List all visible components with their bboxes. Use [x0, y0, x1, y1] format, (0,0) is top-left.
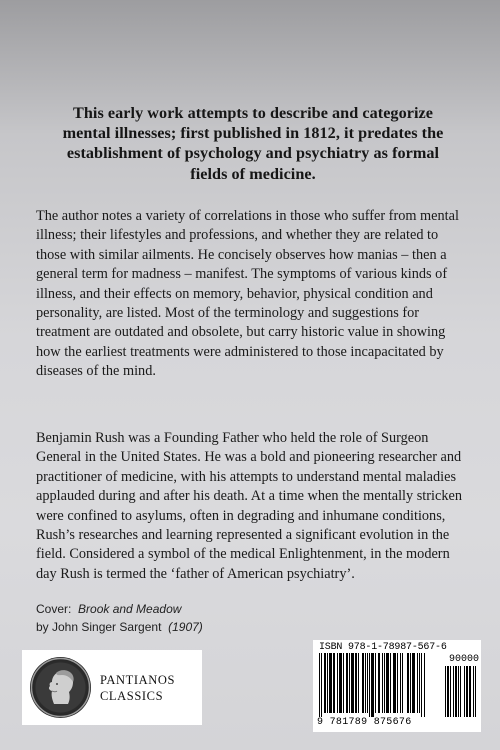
barcode-bar	[371, 653, 374, 717]
barcode-bar	[397, 653, 398, 713]
author-bio-paragraph: Benjamin Rush was a Founding Father who held the role of Surgeon General in the United States. He was a bold and pioneering researcher and practitioner of medicine, with his attempts to understand mental maladies applauded during and after his death. At a time when the mentally stricken were confined to asylums, often in degrading and inhumane conditions, Rush’s researches and learning represented a significant evolution in the field. Considered a symbol of the medical Enlightenment, in the modern day Rush is termed the ‘father of American psychiatry’.	[36, 430, 462, 582]
barcode-bar	[455, 666, 457, 717]
barcode-bar	[324, 653, 326, 713]
barcode-bar	[329, 653, 332, 713]
addon-barcode	[445, 666, 477, 717]
cover-credit	[36, 600, 203, 636]
barcode-bar	[450, 666, 451, 717]
barcode-bar	[475, 666, 476, 717]
barcode-bar	[384, 653, 385, 713]
classical-head-medallion-icon	[30, 657, 91, 718]
barcode-bar	[412, 653, 415, 713]
cover-credit-line-1	[36, 600, 203, 618]
barcode-bar	[351, 653, 354, 713]
barcode-bar	[369, 653, 370, 717]
barcode-bar	[417, 653, 418, 713]
barcode-bar	[393, 653, 396, 713]
publisher-name-line-1: PANTIANOS	[100, 673, 176, 687]
publisher-logo	[22, 650, 202, 725]
cover-painting-artist: by John Singer Sargent	[36, 620, 162, 634]
barcode-bar	[367, 653, 368, 713]
isbn-text: ISBN 978-1-78987-567-6	[319, 642, 447, 653]
barcode-bar	[421, 653, 422, 717]
barcode-bar	[339, 653, 342, 713]
barcode-bar	[386, 653, 389, 713]
cover-credit-line-2	[36, 618, 203, 636]
isbn-barcode-box	[313, 640, 481, 732]
barcode-bar	[410, 653, 411, 713]
barcode-bar	[319, 653, 320, 717]
barcode-bar	[349, 653, 350, 713]
barcode-bar	[375, 653, 376, 713]
barcode-bar	[407, 653, 409, 713]
publisher-name-line-2: CLASSICS	[100, 689, 164, 703]
barcode-bar	[362, 653, 364, 713]
barcode-bar	[458, 666, 459, 717]
barcode-bar	[466, 666, 468, 717]
barcode-bar	[473, 666, 474, 717]
description-paragraph: The author notes a variety of correlations in those who suffer from mental illness; their lifestyles and professions, and whether they are related to those with similar ailments. He concisely observes how manias – then a general term for madness – manifest. The symptoms of various kinds of illness, and their effects on memory, behavior, physical condition and personality, are listed. Most of the terminology and suggestions for treatment are outdated and obsolete, but carry historic value in showing how the earliest treatments were administered to those incapacitated by diseases of the mind.	[36, 208, 459, 380]
barcode-bar	[402, 653, 403, 713]
barcode-bar	[355, 653, 357, 713]
ean-barcode	[319, 653, 441, 717]
barcode-number: 9 781789 875676	[317, 717, 412, 728]
barcode-bar	[447, 666, 449, 717]
barcode-bar	[327, 653, 328, 713]
barcode-bar	[424, 653, 425, 717]
price-code: 90000	[449, 654, 480, 665]
barcode-bar	[453, 666, 454, 717]
cover-painting-title: Brook and Meadow	[78, 602, 182, 616]
barcode-bar	[333, 653, 335, 713]
barcode-bar	[464, 666, 465, 717]
cover-credit-prefix: Cover:	[36, 602, 72, 616]
barcode-bar	[343, 653, 344, 713]
tagline: This early work attempts to describe and categorize mental illnesses; first published in 1812, it predates the establishment of psychology and psychiatry as formal fields of medicine.	[62, 104, 444, 183]
barcode-bar	[390, 653, 391, 713]
barcode-bar	[400, 653, 401, 713]
cover-painting-year: (1907)	[168, 620, 203, 634]
barcode-bar	[337, 653, 338, 713]
barcode-bar	[460, 666, 461, 717]
barcode-bar	[469, 666, 471, 717]
barcode-bar	[346, 653, 348, 713]
barcode-bar	[419, 653, 420, 713]
barcode-bar	[365, 653, 366, 713]
barcode-bar	[358, 653, 359, 713]
barcode-bar	[378, 653, 380, 713]
barcode-bar	[445, 666, 446, 717]
publisher-name	[100, 672, 175, 704]
barcode-bar	[321, 653, 322, 717]
barcode-bar	[382, 653, 383, 713]
